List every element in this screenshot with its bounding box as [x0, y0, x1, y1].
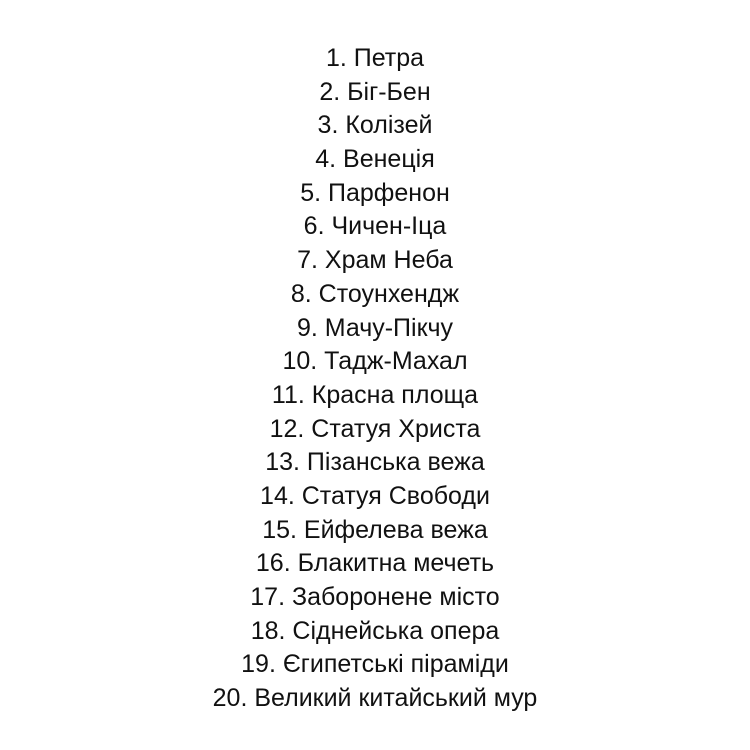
list-item: 2. Біг-Бен: [319, 77, 431, 106]
list-item: 19. Єгипетські піраміди: [241, 650, 509, 679]
list-item: 12. Статуя Христа: [269, 414, 481, 443]
list-item: 20. Великий китайський мур: [212, 684, 538, 713]
landmarks-list: [0, 42, 750, 716]
list-item: 7. Храм Неба: [297, 246, 453, 275]
list-item: 17. Заборонене місто: [250, 583, 500, 611]
list-item: 10. Тадж-Махал: [282, 347, 468, 376]
list-item: 13. Пізанська вежа: [265, 448, 485, 477]
list-item: 3. Колізей: [317, 111, 433, 140]
list-item: 4. Венеція: [315, 145, 435, 174]
list-item: 14. Статуя Свободи: [260, 481, 490, 510]
list-item: 16. Блакитна мечеть: [255, 549, 495, 578]
list-item: 1. Петра: [325, 44, 425, 72]
list-item: 6. Чичен-Іца: [303, 212, 447, 241]
list-item: 15. Ейфелева вежа: [262, 515, 488, 544]
list-item: 8. Стоунхендж: [290, 279, 460, 308]
list-item: 5. Парфенон: [300, 178, 450, 207]
list-item: 11. Красна площа: [271, 380, 479, 409]
list-item: 9. Мачу-Пікчу: [296, 313, 454, 342]
list-item: 18. Сіднейська опера: [250, 616, 500, 645]
